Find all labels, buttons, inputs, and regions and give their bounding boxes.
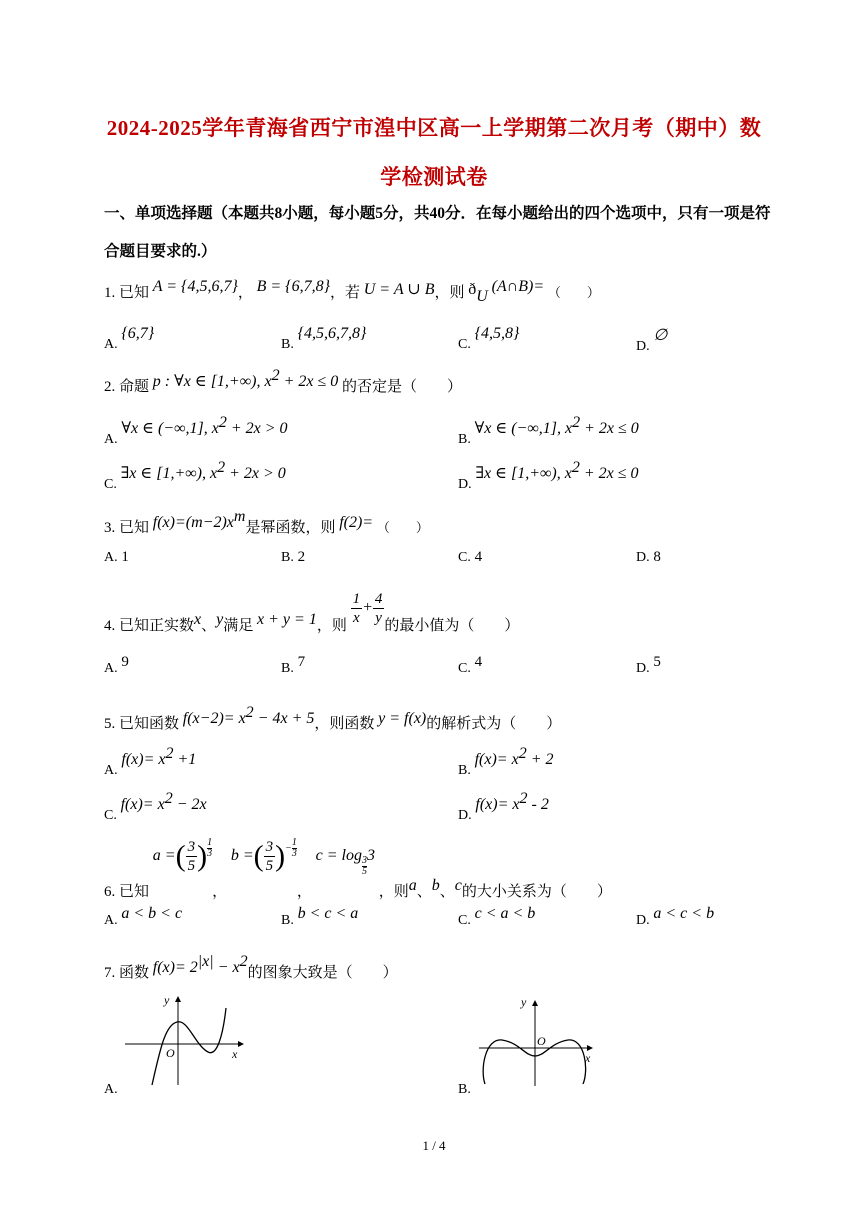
expr-c: c = log $\frac{3}{5}$ 3 — [315, 846, 375, 877]
q4-option-a: A. 9 — [104, 654, 129, 676]
q1-option-a: A. {6,7} — [104, 325, 155, 352]
q3-option-a: A. 1 — [104, 549, 129, 565]
q3-option-d: D. 8 — [636, 549, 661, 565]
section-heading: 一、单项选择题（本题共8小题，每小题5分，共40分．在每小题给出的四个选项中，只有一项是符合题目要求的.） — [104, 205, 771, 260]
question-2: 2. 命题 p : ∀x ∈ [1,+∞), $x^2 + 2x \le 0$ 的否定是（ ） — [104, 367, 463, 395]
question-6: 6. 已知 a =( $\frac{3}{5}$ ) $\frac{1}{3}$ ， b =( $\frac{3}{5}$ )− $\frac{1}{3}$ ， c = log $\frac{3}{5}$ 3 ，则a、b、c的大小关系为（ ） — [104, 837, 612, 900]
question-4: 4. 已知正实数x、y满足 x + y = 1，则 $\frac{1}{x}$ + $\frac{4}{y}$ 的最小值为（ ） — [104, 591, 520, 634]
q4-option-d: D. 5 — [636, 654, 661, 676]
q4-option-c: C. 4 — [458, 654, 483, 676]
q5-option-c: C. $f(x)= x^2 - 2x$ — [104, 790, 207, 823]
curve-b — [483, 1040, 585, 1084]
q6-option-a: A. a < b < c — [104, 905, 183, 928]
q1-option-b: B. {4,5,6,7,8} — [281, 325, 367, 352]
q5-option-d: D. $f(x)= x^2 - 2$ — [458, 790, 549, 823]
q2-option-a: A. ∀x ∈ (−∞,1], $x^2 + 2x > 0$ — [104, 414, 288, 447]
graph-option-a — [120, 990, 250, 1090]
q6-option-c: C. c < a < b — [458, 905, 536, 928]
expr-a: a =( $\frac{3}{5}$ ) $\frac{1}{3}$ — [152, 837, 213, 874]
x-axis-arrow — [238, 1041, 244, 1047]
title-line-2: 学检测试卷 — [380, 165, 488, 189]
q6-option-d: D. a < c < b — [636, 905, 715, 928]
q2-option-c: C. ∃x ∈ [1,+∞), $x^2 + 2x > 0$ — [104, 459, 286, 492]
q2-option-d: D. ∃x ∈ [1,+∞), $x^2 + 2x \le 0$ — [458, 459, 639, 492]
question-5: 5. 已知函数 $f(x-2)= x^2 - 4x + 5$，则函数 y = f(x)的解析式为（ ） — [104, 704, 562, 732]
fraction-4-over-y: $\frac{4}{y}$ — [374, 591, 383, 626]
graph-option-b — [475, 990, 605, 1090]
q1-option-d: D. ∅ — [636, 327, 668, 354]
q4-option-b: B. 7 — [281, 654, 306, 676]
q7-option-a: A. — [104, 1082, 118, 1097]
expr-b: b =( $\frac{3}{5}$ )− $\frac{1}{3}$ — [230, 837, 297, 874]
origin-label: O — [537, 1034, 546, 1048]
curve-a — [152, 1008, 226, 1085]
q7-option-b: B. — [458, 1082, 471, 1097]
y-label: y — [164, 993, 170, 1007]
y-axis-arrow — [532, 1000, 538, 1006]
q5-option-b: B. $f(x)= x^2 + 2$ — [458, 745, 554, 778]
y-axis-arrow — [175, 996, 181, 1002]
question-3: 3. 已知 $f(x)=(m-2)x^m$是幂函数，则 f(2)= （ ） — [104, 508, 429, 536]
q3-option-b: B. 2 — [281, 549, 306, 565]
origin-label: O — [166, 1046, 175, 1060]
question-1: 1. 已知 A = {4,5,6,7}， B = {6,7,8}，若 U = A ∪ B，则 $ð_U$ (A∩B)= （ ） — [104, 278, 600, 305]
page-number: 1 / 4 — [422, 1138, 446, 1153]
x-label: x — [585, 1051, 591, 1065]
q1-option-c: C. {4,5,8} — [458, 325, 520, 352]
fraction-1-over-x: $\frac{1}{x}$ — [352, 591, 361, 626]
title-line-1: 2024-2025学年青海省西宁市湟中区高一上学期第二次月考（期中）数 — [106, 116, 762, 140]
q6-option-b: B. b < c < a — [281, 905, 359, 928]
x-label: x — [232, 1047, 238, 1061]
question-7: 7. 函数 $f(x)= 2^{|x|} - x^2$的图象大致是（ ） — [104, 953, 398, 981]
q3-option-c: C. 4 — [458, 549, 483, 565]
q5-option-a: A. $f(x)= x^2 +1$ — [104, 745, 197, 778]
y-label: y — [521, 995, 527, 1009]
q2-option-b: B. ∀x ∈ (−∞,1], $x^2 + 2x \le 0$ — [458, 414, 639, 447]
